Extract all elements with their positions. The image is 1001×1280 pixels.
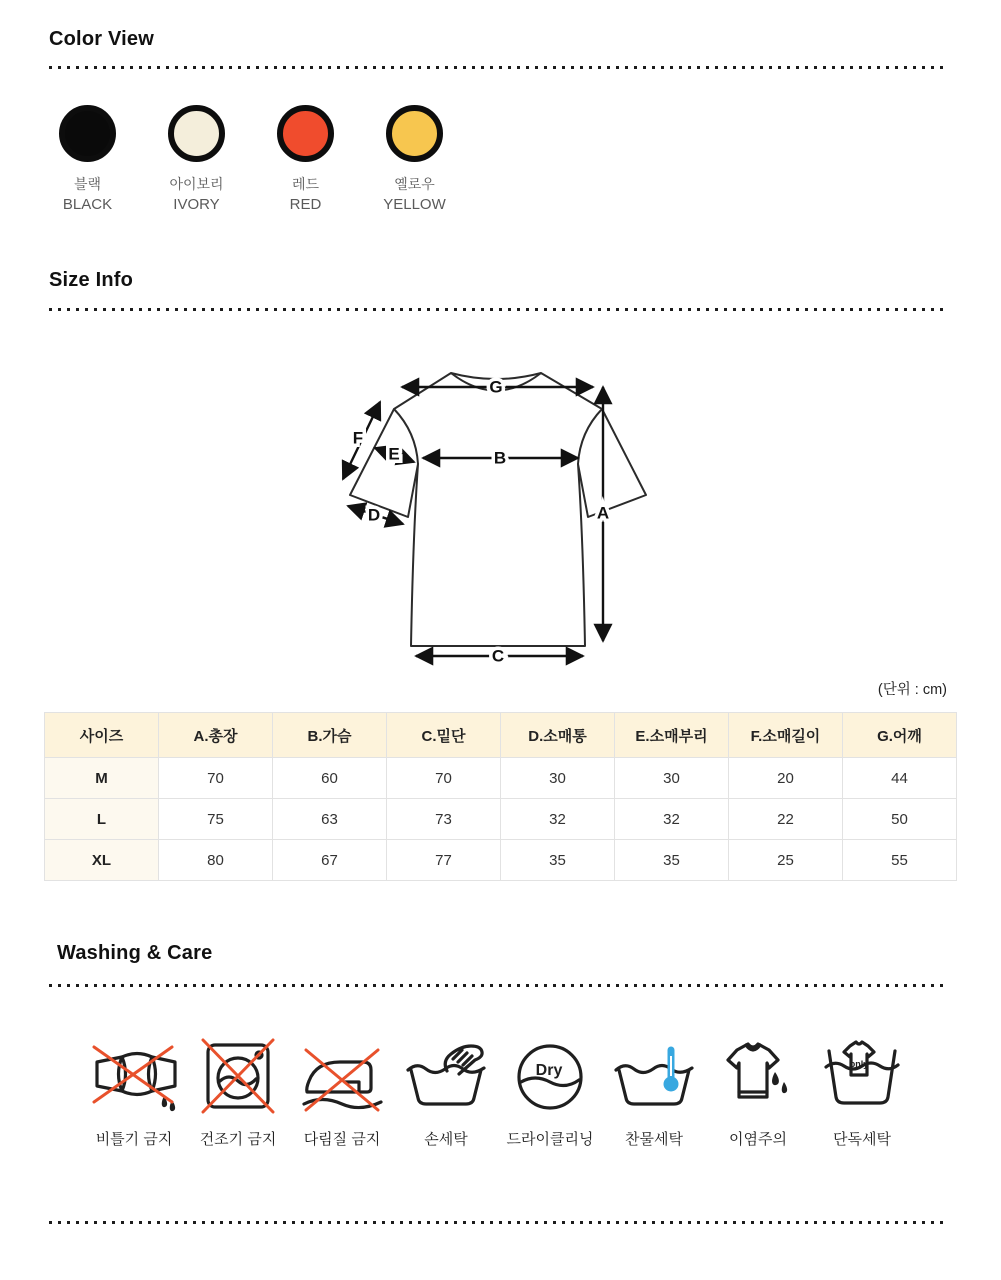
size-cell: XL [45,840,159,881]
dry-text: Dry [535,1062,563,1079]
color-bleed-icon [712,1034,804,1120]
diagram-label-b: B [493,448,507,468]
color-label-en: YELLOW [383,196,446,214]
color-label-kr: 아이보리 [169,176,224,192]
care-item-color-bleed [708,1034,808,1149]
care-item-dry-clean [500,1034,600,1149]
unit-note: (단위 : cm) [877,682,947,698]
table-row-xl [45,840,957,881]
value-cell: 35 [615,840,729,881]
black-color-icon [59,105,116,162]
value-cell: 35 [501,840,615,881]
care-label: 드라이클리닝 [506,1131,594,1148]
value-cell: 55 [843,840,957,881]
value-cell: 25 [729,840,843,881]
color-swatch-black [33,105,142,216]
value-cell: 20 [729,758,843,799]
value-cell: 67 [273,840,387,881]
size-cell: M [45,758,159,799]
color-label-kr: 레드 [291,176,320,192]
size-cell: L [45,799,159,840]
diagram-label-e: E [388,444,400,464]
value-cell: 50 [843,799,957,840]
hand-wash-icon [400,1034,492,1120]
value-cell: 22 [729,799,843,840]
diagram-label-a: A [596,503,610,523]
diagram-label-g: G [489,377,503,397]
value-cell: 70 [387,758,501,799]
no-wring-icon [88,1034,180,1120]
color-label-kr: 블랙 [73,176,102,192]
column-header: D.소매통 [501,713,615,758]
column-header: B.가슴 [273,713,387,758]
value-cell: 32 [615,799,729,840]
value-cell: 30 [615,758,729,799]
color-swatch-yellow [360,105,469,216]
care-label: 이염주의 [729,1131,787,1148]
care-label: 찬물세탁 [625,1131,683,1148]
column-header: G.어깨 [843,713,957,758]
care-item-hand-wash [396,1034,496,1149]
column-header: A.총장 [159,713,273,758]
color-label-en: RED [289,196,322,214]
value-cell: 44 [843,758,957,799]
color-label-en: BLACK [62,196,113,214]
color-swatch-red [251,105,360,216]
value-cell: 63 [273,799,387,840]
ivory-color-icon [168,105,225,162]
only-text: only [849,1059,869,1069]
value-cell: 73 [387,799,501,840]
care-item-cold-wash [604,1034,704,1149]
color-view-title: Color View [49,28,154,50]
care-icon-row [84,1034,912,1149]
color-label-en: IVORY [173,196,220,214]
value-cell: 75 [159,799,273,840]
dry-clean-icon [504,1034,596,1120]
care-label: 비틀기 금지 [95,1131,173,1148]
cold-wash-icon [608,1034,700,1120]
size-table-header-row [45,713,957,758]
column-header: E.소매부리 [615,713,729,758]
care-label: 단독세탁 [833,1131,891,1148]
color-label-kr: 옐로우 [394,176,435,192]
care-item-no-iron [292,1034,392,1149]
diagram-label-f: F [352,428,364,448]
column-header: C.밑단 [387,713,501,758]
color-swatch-ivory [142,105,251,216]
tshirt-diagram-icon [328,356,680,678]
value-cell: 77 [387,840,501,881]
divider-dotted [49,66,946,69]
divider-dotted [49,1221,946,1224]
red-color-icon [277,105,334,162]
value-cell: 30 [501,758,615,799]
column-header: F.소매길이 [729,713,843,758]
value-cell: 60 [273,758,387,799]
size-info-title: Size Info [49,269,134,291]
washing-care-title: Washing & Care [57,942,213,964]
table-row-l [45,799,957,840]
no-iron-icon [296,1034,388,1120]
value-cell: 80 [159,840,273,881]
care-item-wash-alone [812,1034,912,1149]
yellow-color-icon [386,105,443,162]
diagram-label-c: C [491,646,505,666]
tshirt-measurement-diagram [328,356,680,683]
diagram-label-d: D [367,505,381,525]
divider-dotted [49,308,946,311]
color-swatch-row [33,105,469,216]
care-item-no-wring [84,1034,184,1149]
size-table [44,712,957,881]
care-label: 손세탁 [424,1131,468,1148]
value-cell: 32 [501,799,615,840]
care-label: 건조기 금지 [199,1131,277,1148]
table-row-m [45,758,957,799]
care-item-no-tumble-dry [188,1034,288,1149]
no-tumble-dry-icon [192,1034,284,1120]
value-cell: 70 [159,758,273,799]
care-label: 다림질 금지 [303,1131,381,1148]
divider-dotted [49,984,946,987]
column-header: 사이즈 [45,713,159,758]
wash-alone-icon [816,1034,908,1120]
